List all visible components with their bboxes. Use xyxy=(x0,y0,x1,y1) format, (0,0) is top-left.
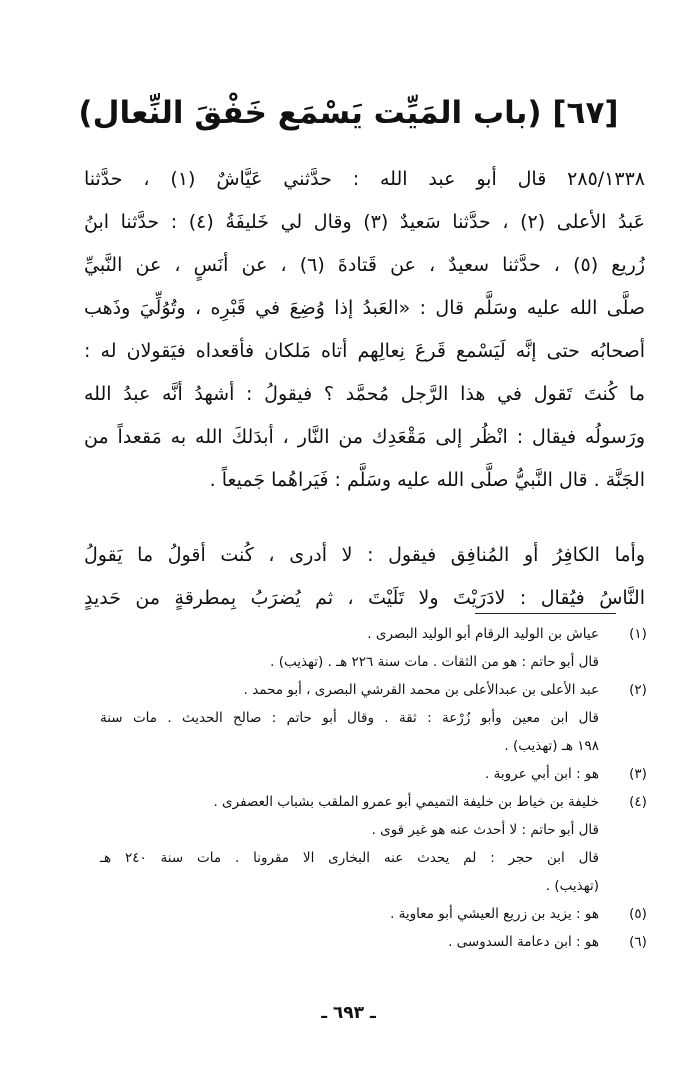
footnote xyxy=(100,900,655,928)
footnote-line: هو : ابن دعامة السدوسى . xyxy=(448,934,599,950)
chapter-title: [٦٧] (باب المَيِّت يَسْمَع خَفْقَ النِّعال) xyxy=(78,95,619,131)
footnote-separator xyxy=(475,613,616,614)
footnote-line: عبد الأعلى بن عبدالأعلى بن محمد القرشي البصرى ، أبو محمد . xyxy=(243,682,599,698)
text-line: صلَّى الله عليه وسَلَّم قال : «العَبدُ إذا وُضِعَ في قَبْرِه ، وتُوُلِّيَ وذَهب xyxy=(84,297,645,319)
footnote-line: قال أبو حاتم : هو من الثقات . مات سنة ٢٢٦ هـ . (تهذيب) . xyxy=(270,654,599,670)
footnote-number: (٤) xyxy=(629,794,647,810)
footnote xyxy=(100,928,655,956)
text-line: الجَنَّة . قال النَّبيُّ صلَّى الله عليه وسَلَّم : فَيَراهُما جَميعاً . xyxy=(209,469,645,491)
footnote-line: (تهذيب) . xyxy=(545,878,599,894)
footnote xyxy=(100,760,655,788)
footnote xyxy=(100,676,655,760)
footnote-line: هو : يزيد بن زريع العيشي أبو معاوية . xyxy=(390,906,599,922)
text-line: أصحابُه حتى إنَّه لَيَسْمع قَرعَ نِعالِهم أتاه مَلكان فأقعداه فيَقولان له : xyxy=(84,340,645,362)
footnote-number: (٣) xyxy=(629,766,647,782)
text-line: ٢٨٥/١٣٣٨ قال أبو عبد الله : حدَّثني عَيَّاشٌ (١) ، حدَّثنا xyxy=(84,168,645,190)
footnote-number: (٦) xyxy=(629,934,647,950)
footnote-number: (١) xyxy=(629,626,647,642)
text-line: ما كُنتَ تَقول في هذا الرَّجل مُحمَّد ؟ فيقولُ : أشهدُ أنَّه عبدُ الله xyxy=(84,383,645,405)
footnote-line: قال ابن معين وأبو زُرْعة : ثقة . وقال أبو حاتم : صالح الحديث . مات سنة xyxy=(100,710,599,726)
footnote xyxy=(100,788,655,900)
text-line: عَبدُ الأعلى (٢) ، حدَّثنا سَعيدٌ (٣) وقال لي خَليفَةُ (٤) : حدَّثنا ابنُ xyxy=(84,211,645,233)
hadith-text xyxy=(84,158,645,620)
footnote-line: قال أبو حاتم : لا أحدث عنه هو غير قوى . xyxy=(371,822,599,838)
paragraph-gap xyxy=(84,502,645,534)
footnote-line: عياش بن الوليد الرقام أبو الوليد البصرى . xyxy=(367,626,599,642)
footnote-line: هو : ابن أبي عروبة . xyxy=(485,766,599,782)
footnote-line: ١٩٨ هـ (تهذيب) . xyxy=(504,738,599,754)
text-line: وأما الكافِرُ أو المُنافِق فيقول : لا أدرى ، كُنت أقولُ ما يَقولُ xyxy=(84,544,645,566)
footnote-number: (٢) xyxy=(629,682,647,698)
text-line: زُريع (٥) ، حدَّثنا سعيدٌ ، عن قَتادةَ (٦) ، عن أنَسٍ ، عن النَّبيِّ xyxy=(84,254,645,276)
page-number: ـ ٦٩٣ ـ xyxy=(321,1003,376,1023)
footnote-number: (٥) xyxy=(629,906,647,922)
footnote-line: خليفة بن خياط بن خليفة التميمي أبو عمرو الملقب بشباب العصفرى . xyxy=(213,794,599,810)
footnote xyxy=(100,620,655,676)
text-line: النَّاسُ فيُقال : لادَرَيْتَ ولا تَلَيْتَ ، ثم يُضرَبُ بِمطرقةٍ من حَديدٍ xyxy=(84,587,645,609)
text-line: ورَسولُه فيقال : انْظُر إلى مَقْعَدِك من النَّار ، أبدَلكَ الله به مَقعداً من xyxy=(84,426,645,448)
footnotes xyxy=(100,620,655,956)
footnote-line: قال ابن حجر : لم يحدث عنه البخارى الا مقرونا . مات سنة ٢٤٠ هـ xyxy=(100,850,599,866)
